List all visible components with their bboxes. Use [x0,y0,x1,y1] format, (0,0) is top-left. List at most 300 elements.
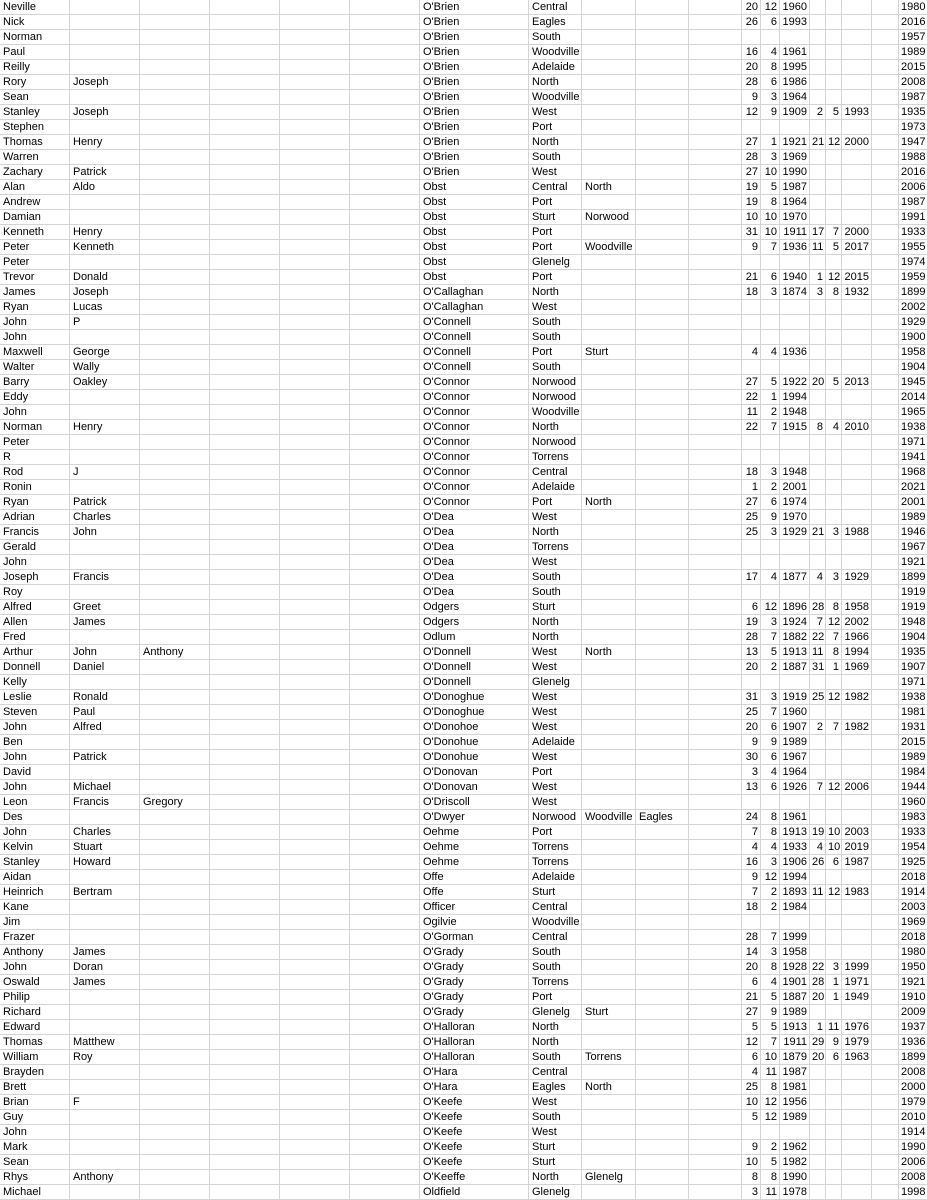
cell-third-name[interactable] [140,1140,210,1155]
cell-club-3[interactable] [636,1020,689,1035]
cell-birth-day[interactable]: 9 [742,240,761,255]
cell-debut-year[interactable]: 1921 [899,975,928,990]
cell-club-3[interactable] [636,1185,689,1200]
cell-middle-name[interactable] [70,1140,140,1155]
cell-col-k[interactable] [689,720,742,735]
cell-birth-day[interactable]: 6 [742,600,761,615]
cell-club-1[interactable]: Torrens [529,840,582,855]
cell-third-name[interactable] [140,360,210,375]
cell-death-month[interactable] [826,180,842,195]
cell-club-1[interactable]: Sturt [529,600,582,615]
cell-birth-month[interactable]: 6 [761,780,780,795]
cell-surname[interactable]: Obst [420,225,529,240]
cell-first-name[interactable]: Heinrich [0,885,70,900]
cell-col-d[interactable] [210,150,280,165]
cell-middle-name[interactable] [70,480,140,495]
cell-debut-year[interactable]: 1981 [899,705,928,720]
cell-col-r[interactable] [872,720,899,735]
cell-club-2[interactable]: Norwood [582,210,636,225]
cell-middle-name[interactable] [70,1185,140,1200]
cell-surname[interactable]: O'Donnell [420,660,529,675]
cell-death-month[interactable] [826,1005,842,1020]
cell-middle-name[interactable]: James [70,615,140,630]
cell-club-2[interactable] [582,960,636,975]
cell-col-k[interactable] [689,630,742,645]
cell-third-name[interactable] [140,120,210,135]
cell-club-1[interactable]: Central [529,1065,582,1080]
cell-col-f[interactable] [350,420,420,435]
cell-birth-day[interactable]: 25 [742,525,761,540]
cell-birth-year[interactable]: 1874 [780,285,810,300]
cell-surname[interactable]: O'Donnell [420,645,529,660]
cell-birth-year[interactable] [780,675,810,690]
cell-third-name[interactable] [140,675,210,690]
cell-col-r[interactable] [872,0,899,15]
cell-club-2[interactable] [582,90,636,105]
cell-col-k[interactable] [689,510,742,525]
cell-col-r[interactable] [872,945,899,960]
cell-death-month[interactable] [826,495,842,510]
cell-col-k[interactable] [689,555,742,570]
cell-third-name[interactable] [140,840,210,855]
cell-col-e[interactable] [280,960,350,975]
cell-birth-month[interactable]: 8 [761,1170,780,1185]
cell-club-3[interactable] [636,375,689,390]
cell-birth-month[interactable]: 4 [761,570,780,585]
cell-death-month[interactable]: 7 [826,225,842,240]
cell-surname[interactable]: Obst [420,210,529,225]
cell-debut-year[interactable]: 2016 [899,15,928,30]
cell-club-2[interactable] [582,885,636,900]
cell-col-k[interactable] [689,660,742,675]
cell-death-day[interactable] [810,1080,826,1095]
cell-debut-year[interactable]: 1936 [899,1035,928,1050]
cell-club-2[interactable] [582,150,636,165]
cell-birth-month[interactable]: 12 [761,600,780,615]
cell-col-f[interactable] [350,630,420,645]
cell-birth-month[interactable] [761,120,780,135]
cell-death-year[interactable]: 2017 [842,240,872,255]
cell-col-k[interactable] [689,1095,742,1110]
cell-death-day[interactable] [810,300,826,315]
cell-death-month[interactable] [826,705,842,720]
cell-col-r[interactable] [872,900,899,915]
cell-death-year[interactable]: 1993 [842,105,872,120]
cell-birth-day[interactable] [742,555,761,570]
cell-birth-year[interactable] [780,540,810,555]
cell-first-name[interactable]: Edward [0,1020,70,1035]
cell-birth-year[interactable]: 1967 [780,750,810,765]
cell-birth-day[interactable]: 31 [742,225,761,240]
cell-birth-year[interactable] [780,300,810,315]
cell-birth-day[interactable]: 22 [742,390,761,405]
cell-col-d[interactable] [210,90,280,105]
cell-death-year[interactable] [842,495,872,510]
cell-club-1[interactable]: Port [529,225,582,240]
cell-surname[interactable]: O'Connor [420,375,529,390]
cell-middle-name[interactable] [70,585,140,600]
cell-death-year[interactable]: 1999 [842,960,872,975]
cell-club-3[interactable] [636,165,689,180]
cell-death-month[interactable] [826,555,842,570]
cell-death-year[interactable] [842,810,872,825]
cell-birth-month[interactable]: 4 [761,765,780,780]
cell-col-k[interactable] [689,645,742,660]
cell-club-3[interactable] [636,315,689,330]
cell-birth-year[interactable]: 1960 [780,0,810,15]
cell-third-name[interactable] [140,300,210,315]
cell-first-name[interactable]: John [0,960,70,975]
cell-death-year[interactable]: 1987 [842,855,872,870]
cell-middle-name[interactable]: Donald [70,270,140,285]
cell-death-day[interactable] [810,750,826,765]
cell-col-f[interactable] [350,840,420,855]
cell-birth-day[interactable] [742,360,761,375]
cell-birth-year[interactable]: 1981 [780,1080,810,1095]
cell-col-k[interactable] [689,675,742,690]
cell-club-1[interactable]: North [529,1035,582,1050]
cell-club-2[interactable] [582,660,636,675]
cell-club-1[interactable]: Torrens [529,540,582,555]
cell-col-k[interactable] [689,1035,742,1050]
cell-club-3[interactable] [636,1170,689,1185]
cell-birth-day[interactable]: 28 [742,930,761,945]
cell-first-name[interactable]: Ben [0,735,70,750]
cell-col-e[interactable] [280,570,350,585]
cell-third-name[interactable] [140,930,210,945]
cell-birth-year[interactable]: 1907 [780,720,810,735]
cell-surname[interactable]: O'Brien [420,75,529,90]
cell-surname[interactable]: Obst [420,255,529,270]
cell-club-1[interactable]: Norwood [529,810,582,825]
cell-death-year[interactable] [842,945,872,960]
cell-birth-day[interactable]: 20 [742,0,761,15]
cell-col-d[interactable] [210,225,280,240]
cell-debut-year[interactable]: 1984 [899,765,928,780]
cell-third-name[interactable] [140,780,210,795]
cell-club-1[interactable]: West [529,105,582,120]
cell-col-f[interactable] [350,90,420,105]
cell-birth-year[interactable]: 1989 [780,1110,810,1125]
cell-col-e[interactable] [280,465,350,480]
cell-col-e[interactable] [280,825,350,840]
cell-death-day[interactable]: 20 [812,991,825,1003]
cell-surname[interactable]: O'Donohue [420,735,529,750]
cell-death-day[interactable] [810,1170,826,1185]
cell-death-year[interactable]: 1963 [842,1050,872,1065]
cell-col-f[interactable] [350,960,420,975]
cell-col-e[interactable] [280,885,350,900]
cell-col-d[interactable] [210,585,280,600]
cell-col-r[interactable] [872,825,899,840]
cell-col-d[interactable] [210,300,280,315]
cell-middle-name[interactable] [70,915,140,930]
cell-death-year[interactable] [842,735,872,750]
cell-club-2[interactable] [582,765,636,780]
cell-death-day[interactable] [810,390,826,405]
cell-death-year[interactable] [842,360,872,375]
cell-death-month[interactable] [826,300,842,315]
cell-col-k[interactable] [689,1170,742,1185]
cell-col-d[interactable] [210,1155,280,1170]
cell-club-1[interactable]: Glenelg [529,1005,582,1020]
cell-col-k[interactable] [689,780,742,795]
cell-debut-year[interactable]: 1968 [899,465,928,480]
cell-col-k[interactable] [689,1110,742,1125]
cell-birth-day[interactable] [742,450,761,465]
cell-col-f[interactable] [350,525,420,540]
cell-death-month[interactable]: 8 [826,600,842,615]
cell-club-1[interactable]: Torrens [529,450,582,465]
cell-first-name[interactable]: R [0,450,70,465]
cell-club-1[interactable]: Sturt [529,885,582,900]
cell-club-2[interactable] [582,330,636,345]
cell-surname[interactable]: O'Donnell [420,675,529,690]
cell-birth-year[interactable]: 1974 [780,495,810,510]
cell-third-name[interactable] [140,225,210,240]
cell-death-year[interactable] [842,480,872,495]
cell-col-r[interactable] [872,525,899,540]
cell-surname[interactable]: O'Connor [420,480,529,495]
cell-col-k[interactable] [689,90,742,105]
cell-middle-name[interactable]: Patrick [70,165,140,180]
cell-col-r[interactable] [872,1065,899,1080]
cell-birth-year[interactable]: 1956 [780,1095,810,1110]
cell-club-1[interactable]: West [529,165,582,180]
cell-surname[interactable]: O'Dwyer [420,810,529,825]
cell-surname[interactable]: O'Brien [420,60,529,75]
cell-first-name[interactable]: Thomas [0,135,70,150]
cell-middle-name[interactable] [70,120,140,135]
cell-col-r[interactable] [872,585,899,600]
cell-death-month[interactable] [826,810,842,825]
cell-birth-day[interactable]: 9 [742,870,761,885]
cell-middle-name[interactable]: George [70,345,140,360]
cell-first-name[interactable]: Mark [0,1140,70,1155]
cell-col-r[interactable] [872,705,899,720]
cell-death-month[interactable]: 8 [826,645,842,660]
cell-death-day[interactable] [810,45,826,60]
cell-col-f[interactable] [350,210,420,225]
cell-death-year[interactable]: 1988 [842,525,872,540]
cell-col-d[interactable] [210,1125,280,1140]
cell-third-name[interactable] [140,480,210,495]
cell-death-day[interactable]: 1 [810,1020,826,1035]
cell-club-2[interactable] [582,480,636,495]
cell-debut-year[interactable]: 1935 [899,645,928,660]
cell-middle-name[interactable]: James [70,945,140,960]
cell-col-k[interactable] [689,735,742,750]
cell-death-day[interactable] [810,90,826,105]
cell-club-3[interactable] [636,1140,689,1155]
cell-third-name[interactable] [140,1170,210,1185]
cell-middle-name[interactable]: Kenneth [70,240,140,255]
cell-club-2[interactable] [582,285,636,300]
cell-col-e[interactable] [280,285,350,300]
cell-first-name[interactable]: Sean [0,1155,70,1170]
cell-death-day[interactable] [810,540,826,555]
cell-birth-year[interactable]: 1961 [780,45,810,60]
cell-third-name[interactable] [140,600,210,615]
cell-col-e[interactable] [280,840,350,855]
cell-debut-year[interactable]: 1914 [899,1125,928,1140]
cell-col-r[interactable] [872,465,899,480]
cell-birth-year[interactable] [780,360,810,375]
cell-death-month[interactable] [826,930,842,945]
cell-first-name[interactable]: Kelly [0,675,70,690]
cell-death-year[interactable] [842,300,872,315]
cell-col-k[interactable] [689,270,742,285]
cell-death-day[interactable] [810,165,826,180]
cell-club-3[interactable] [636,615,689,630]
cell-col-k[interactable] [689,600,742,615]
cell-birth-month[interactable]: 9 [761,105,780,120]
cell-col-k[interactable] [689,15,742,30]
cell-col-r[interactable] [872,675,899,690]
cell-col-e[interactable] [280,600,350,615]
cell-debut-year[interactable]: 1900 [899,330,928,345]
cell-third-name[interactable] [140,420,210,435]
cell-col-e[interactable] [280,780,350,795]
cell-death-year[interactable]: 1969 [842,660,872,675]
cell-birth-month[interactable]: 2 [761,405,780,420]
cell-col-f[interactable] [350,810,420,825]
cell-birth-month[interactable]: 4 [761,345,780,360]
cell-col-e[interactable] [280,345,350,360]
cell-club-2[interactable] [582,690,636,705]
cell-first-name[interactable]: Oswald [0,975,70,990]
cell-col-k[interactable] [689,285,742,300]
cell-col-r[interactable] [872,405,899,420]
cell-birth-day[interactable]: 4 [742,345,761,360]
cell-third-name[interactable] [140,75,210,90]
cell-col-k[interactable] [689,960,742,975]
cell-col-e[interactable] [280,315,350,330]
cell-death-day[interactable]: 4 [810,840,826,855]
cell-birth-year[interactable]: 1936 [780,345,810,360]
cell-col-e[interactable] [280,675,350,690]
cell-club-3[interactable] [636,885,689,900]
cell-surname[interactable]: O'Gorman [420,930,529,945]
cell-middle-name[interactable]: Joseph [70,105,140,120]
cell-debut-year[interactable]: 1935 [899,105,928,120]
cell-club-3[interactable] [636,420,689,435]
cell-first-name[interactable]: Norman [0,420,70,435]
cell-col-e[interactable] [280,270,350,285]
cell-death-day[interactable] [810,915,826,930]
cell-col-f[interactable] [350,510,420,525]
cell-col-d[interactable] [210,675,280,690]
cell-death-month[interactable] [826,765,842,780]
cell-col-e[interactable] [280,405,350,420]
cell-debut-year[interactable]: 2001 [899,495,928,510]
cell-debut-year[interactable]: 1919 [899,585,928,600]
cell-col-k[interactable] [689,75,742,90]
cell-col-d[interactable] [210,405,280,420]
cell-third-name[interactable] [140,0,210,15]
cell-col-d[interactable] [210,825,280,840]
cell-third-name[interactable] [140,510,210,525]
cell-birth-day[interactable] [742,540,761,555]
cell-first-name[interactable]: Anthony [0,945,70,960]
cell-death-month[interactable] [826,450,842,465]
cell-middle-name[interactable]: Greet [70,600,140,615]
cell-col-r[interactable] [872,345,899,360]
cell-col-e[interactable] [280,720,350,735]
cell-surname[interactable]: O'Brien [420,30,529,45]
cell-col-k[interactable] [689,225,742,240]
cell-col-k[interactable] [689,810,742,825]
cell-middle-name[interactable]: Anthony [70,1170,140,1185]
cell-surname[interactable]: O'Callaghan [420,285,529,300]
cell-surname[interactable]: Oldfield [420,1185,529,1200]
cell-col-k[interactable] [689,465,742,480]
cell-middle-name[interactable] [70,210,140,225]
cell-col-r[interactable] [872,15,899,30]
cell-club-2[interactable] [582,600,636,615]
cell-first-name[interactable]: Philip [0,990,70,1005]
cell-death-day[interactable]: 19 [812,826,825,838]
cell-debut-year[interactable]: 1979 [899,1095,928,1110]
cell-first-name[interactable]: Peter [0,240,70,255]
cell-death-month[interactable] [826,195,842,210]
cell-col-e[interactable] [280,420,350,435]
cell-third-name[interactable] [140,885,210,900]
cell-club-2[interactable] [582,975,636,990]
cell-debut-year[interactable]: 1973 [899,120,928,135]
cell-club-3[interactable] [636,930,689,945]
cell-col-r[interactable] [872,735,899,750]
cell-col-e[interactable] [280,900,350,915]
cell-club-1[interactable]: North [529,630,582,645]
cell-col-k[interactable] [689,450,742,465]
cell-debut-year[interactable]: 2014 [899,390,928,405]
cell-club-1[interactable]: West [529,690,582,705]
cell-death-year[interactable]: 2013 [842,375,872,390]
cell-col-e[interactable] [280,105,350,120]
cell-birth-day[interactable] [742,255,761,270]
cell-col-f[interactable] [350,615,420,630]
cell-birth-year[interactable]: 1926 [780,780,810,795]
cell-col-f[interactable] [350,675,420,690]
cell-col-f[interactable] [350,120,420,135]
cell-col-k[interactable] [689,570,742,585]
cell-surname[interactable]: Oehme [420,855,529,870]
cell-death-day[interactable] [810,870,826,885]
cell-club-2[interactable] [582,855,636,870]
cell-debut-year[interactable]: 2008 [899,75,928,90]
cell-birth-day[interactable] [742,300,761,315]
cell-col-d[interactable] [210,615,280,630]
cell-col-k[interactable] [689,870,742,885]
cell-first-name[interactable]: Rod [0,465,70,480]
cell-debut-year[interactable]: 2015 [899,735,928,750]
cell-death-day[interactable]: 11 [810,240,826,255]
cell-third-name[interactable] [140,585,210,600]
cell-col-d[interactable] [210,795,280,810]
cell-birth-month[interactable]: 8 [761,810,780,825]
cell-birth-month[interactable] [761,330,780,345]
cell-club-3[interactable] [636,990,689,1005]
cell-birth-day[interactable]: 27 [742,495,761,510]
cell-death-year[interactable] [842,540,872,555]
cell-first-name[interactable]: Brayden [0,1065,70,1080]
cell-col-d[interactable] [210,1170,280,1185]
cell-birth-month[interactable]: 2 [761,480,780,495]
cell-col-k[interactable] [689,1020,742,1035]
cell-death-year[interactable] [842,1005,872,1020]
cell-club-1[interactable]: Eagles [529,1080,582,1095]
